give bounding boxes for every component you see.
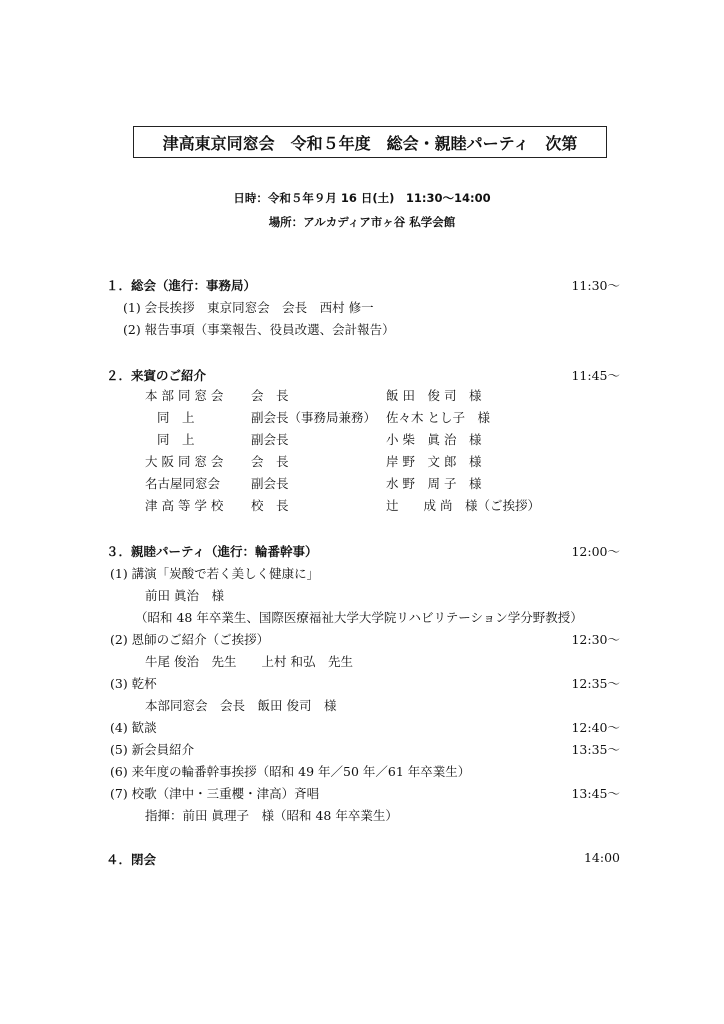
list-item: (2) 恩師のご紹介（ご挨拶） (110, 632, 270, 647)
item-time: 13:45〜 (571, 786, 620, 801)
guest-name: 岸 野 文 郎 様 (386, 454, 482, 469)
guest-org: 名古屋同窓会 (145, 476, 221, 491)
section-2-time: 11:45〜 (571, 368, 620, 383)
list-item-detail: 本部同窓会 会長 飯田 俊司 様 (145, 698, 337, 713)
section-4-time: 14:00 (583, 850, 620, 865)
guest-name: 飯 田 俊 司 様 (386, 388, 482, 403)
list-item: (3) 乾杯 (110, 676, 157, 691)
guest-org: 大 阪 同 窓 会 (145, 454, 224, 469)
guest-name: 佐々木 とし子 様 (386, 410, 490, 425)
guest-name: 小 柴 眞 治 様 (386, 432, 482, 447)
guest-name: 水 野 周 子 様 (386, 476, 482, 491)
event-venue: 場所：アルカディア市ヶ谷 私学会館 (268, 215, 456, 229)
guest-role: 会 長 (251, 388, 289, 403)
list-item: (1) 会長挨拶 東京同窓会 会長 西村 修一 (123, 300, 374, 315)
list-item: (2) 報告事項（事業報告、役員改選、会計報告） (123, 322, 395, 337)
section-4-heading: ４．閉会 (106, 852, 157, 867)
list-item-detail: 牛尾 俊治 先生 上村 和弘 先生 (145, 654, 353, 669)
item-time: 12:40〜 (571, 720, 620, 735)
item-time: 13:35〜 (571, 742, 620, 757)
list-item: (1) 講演「炭酸で若く美しく健康に」 (110, 566, 320, 581)
guest-org: 津 高 等 学 校 (145, 498, 224, 513)
page-title: 津高東京同窓会 令和５年度 総会・親睦パーティ 次第 (133, 126, 607, 158)
list-item-detail: 前田 眞治 様 (145, 588, 224, 603)
guest-role: 副会長（事務局兼務） (251, 410, 377, 425)
section-3-heading: ３．親睦パーティ（進行：輪番幹事） (106, 544, 318, 559)
section-1-time: 11:30〜 (571, 278, 620, 293)
item-time: 12:30〜 (571, 632, 620, 647)
guest-org: 同 上 (157, 410, 195, 425)
guest-role: 副会長 (251, 476, 289, 491)
section-2-heading: ２．来賓のご紹介 (106, 368, 207, 383)
section-3-time: 12:00〜 (571, 544, 620, 559)
guest-role: 校 長 (251, 498, 289, 513)
guest-role: 会 長 (251, 454, 289, 469)
item-time: 12:35〜 (571, 676, 620, 691)
list-item: (6) 来年度の輪番幹事挨拶（昭和 49 年／50 年／61 年卒業生） (110, 764, 471, 779)
list-item-detail: （昭和 48 年卒業生、国際医療福祉大学大学院リハビリテーション学分野教授） (135, 610, 583, 625)
list-item: (4) 歓談 (110, 720, 157, 735)
section-1-heading: １．総会（進行：事務局） (106, 278, 257, 293)
list-item-detail: 指揮：前田 眞理子 様（昭和 48 年卒業生） (145, 808, 398, 823)
list-item: (7) 校歌（津中・三重櫻・津高）斉唱 (110, 786, 320, 801)
guest-org: 同 上 (157, 432, 195, 447)
guest-org: 本 部 同 窓 会 (145, 388, 224, 403)
list-item: (5) 新会員紹介 (110, 742, 195, 757)
event-datetime: 日時：令和５年９月 16 日(土) 11:30〜14:00 (233, 191, 491, 205)
guest-name: 辻 成 尚 様（ご挨拶） (386, 498, 540, 513)
guest-role: 副会長 (251, 432, 289, 447)
